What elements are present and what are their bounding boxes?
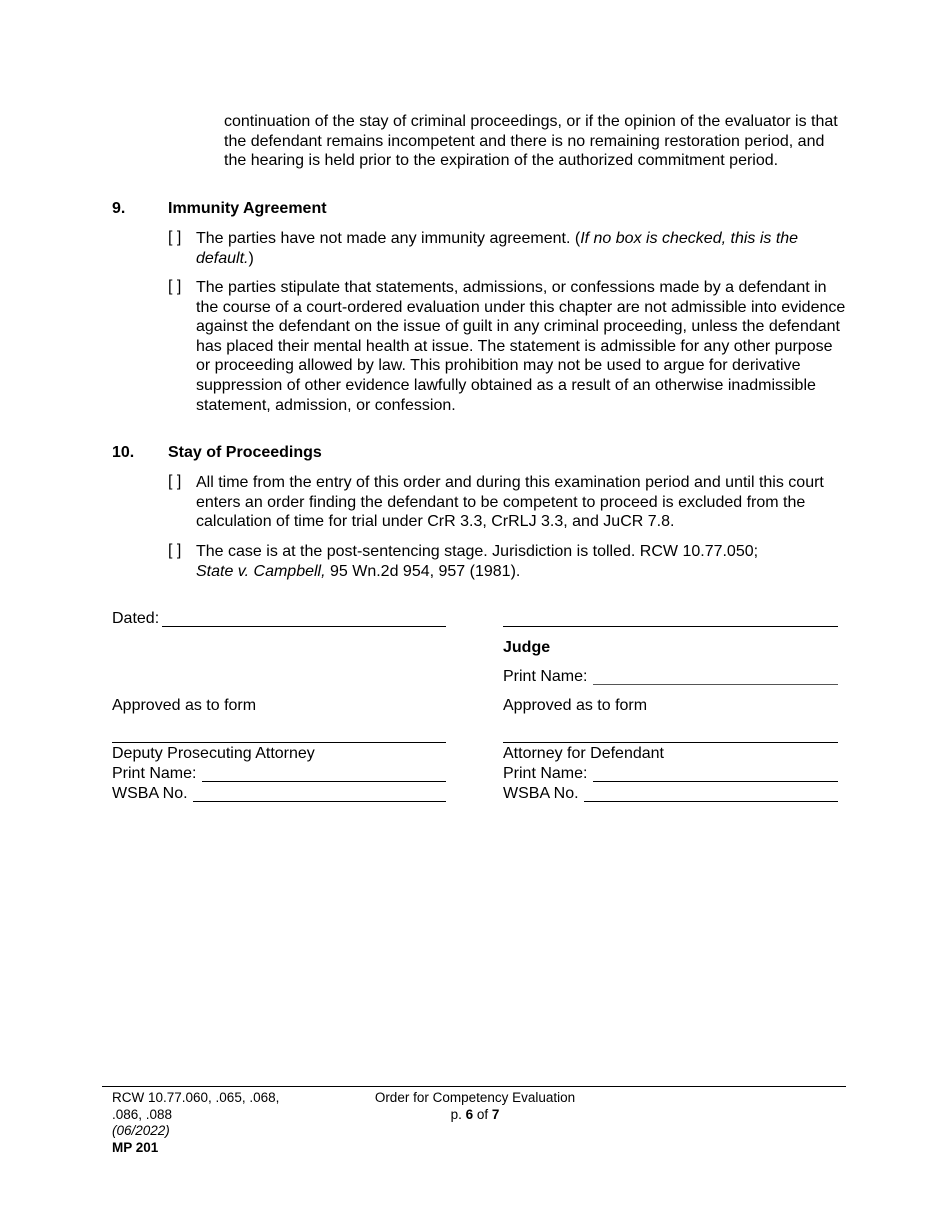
defense-attorney-label: Attorney for Defendant (503, 745, 664, 762)
approved-left-label: Approved as to form (112, 697, 257, 714)
footer-page-number: p. 6 of 7 (450, 1106, 500, 1122)
footer-rcw-line1: RCW 10.77.060, .065, .068, (112, 1090, 280, 1105)
footer-rcw-line2: .086, .088 (112, 1106, 173, 1122)
continuation-paragraph: continuation of the stay of criminal proceedings, or if the opinion of the evaluator is that the defendant remains incompetent and there is no remaining restoration period, and the hearing is held prior to the expiration of the authorized commitment period. (224, 113, 838, 170)
default-note: If no box is checked, this is the default. (196, 230, 799, 267)
judge-signature-line[interactable] (503, 626, 838, 627)
immunity-none-checkbox[interactable]: [ ] (168, 229, 182, 246)
section-9-title: Immunity Agreement (168, 200, 327, 217)
prosecutor-signature-line[interactable] (112, 742, 446, 743)
post-sentencing-checkbox[interactable]: [ ] (168, 542, 182, 559)
deputy-prosecutor-label: Deputy Prosecuting Attorney (112, 745, 315, 762)
footer-rule (102, 1086, 846, 1087)
footer-date: (06/2022) (112, 1123, 170, 1138)
defense-signature-line[interactable] (503, 742, 838, 743)
time-excluded-text: All time from the entry of this order and during this examination period and until this court enters an order finding the defendant to be competent to proceed is excluded from the calculation of time for trial under CrR 3.3, CrRLJ 3.3, and JuCR 7.8. (196, 474, 824, 531)
immunity-none-text: The parties have not made any immunity agreement. (If no box is checked, this is the default.) (196, 230, 799, 267)
immunity-stipulation-text: The parties stipulate that statements, admissions, or confessions made by a defendant in the course of a court-ordered evaluation under this chapter are not admissible into evidence against the defendant on the issue of guilt in any criminal proceeding, unless the defendant has placed their mental health at issue. The statement is admissible for any other purpose or proceeding allowed by law. This prohibition may not be used to argue for derivative suppression of other evidence lawfully obtained as a result of an otherwise inadmissible statement, admission, or confession. (196, 279, 846, 414)
prosecutor-wsba-label: WSBA No. (112, 785, 188, 802)
footer-center (350, 1090, 600, 1123)
dated-signature-line[interactable] (162, 626, 446, 627)
defense-print-name-label: Print Name: (503, 765, 588, 782)
case-citation: State v. Campbell, (196, 562, 326, 580)
prosecutor-print-name-label: Print Name: (112, 765, 197, 782)
judge-print-name-label: Print Name: (503, 668, 588, 685)
judge-print-name-line[interactable] (593, 684, 838, 685)
footer-title: Order for Competency Evaluation (374, 1090, 576, 1105)
post-sentencing-text: The case is at the post-sentencing stage. Jurisdiction is tolled. RCW 10.77.050; State v. Campbell, 95 Wn.2d 954, 957 (1981). (196, 543, 759, 580)
section-9-number: 9. (112, 200, 126, 217)
prosecutor-print-name-line[interactable] (202, 781, 446, 782)
section-10-title: Stay of Proceedings (168, 444, 322, 461)
defense-print-name-line[interactable] (593, 781, 838, 782)
immunity-stipulation-checkbox[interactable]: [ ] (168, 278, 182, 295)
prosecutor-wsba-line[interactable] (193, 801, 446, 802)
section-10-number: 10. (112, 444, 135, 461)
footer-left (112, 1090, 279, 1156)
dated-label: Dated: (112, 610, 160, 627)
judge-label: Judge (503, 639, 551, 656)
footer-form-id: MP 201 (112, 1139, 159, 1155)
time-excluded-checkbox[interactable]: [ ] (168, 473, 182, 490)
defense-wsba-line[interactable] (584, 801, 838, 802)
approved-right-label: Approved as to form (503, 697, 648, 714)
defense-wsba-label: WSBA No. (503, 785, 579, 802)
